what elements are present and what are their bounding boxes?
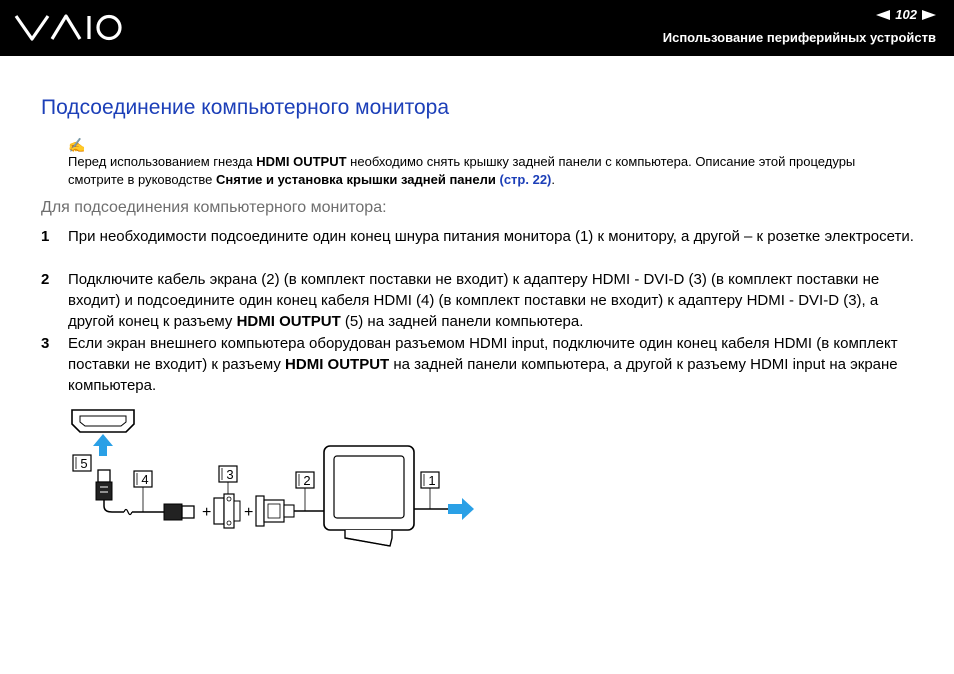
next-page-arrow-icon[interactable] <box>922 10 936 20</box>
page-22-link[interactable]: (стр. 22) <box>499 172 552 187</box>
procedure-subtitle: Для подсоединения компьютерного монитора: <box>41 199 387 216</box>
connection-diagram <box>60 402 490 552</box>
step-number: 3 <box>41 335 50 352</box>
callout-label-3: 3 <box>226 467 234 482</box>
hdmi-plug-tip <box>98 470 110 482</box>
page-number: 102 <box>895 7 917 22</box>
monitor-screen <box>334 456 404 518</box>
step-3 <box>41 333 921 396</box>
step-text: Подключите кабель экрана (2) (в комплект поставки не входит) к адаптеру HDMI - DVI-D (3) (в комплект поставки не входит) и подсоедините один конец кабеля HDMI (4) (в комплект поставки не входит) к адаптеру HDMI - DVI-D (3), а другой конец к разъему HDMI OUTPUT (5) на задней панели компьютера. <box>68 271 880 330</box>
step-2 <box>41 269 921 332</box>
monitor-stand <box>345 530 392 546</box>
vaio-logo <box>14 12 124 42</box>
step-1 <box>41 226 921 247</box>
hdmi-plug-horizontal <box>164 504 182 520</box>
step-number: 1 <box>41 228 50 245</box>
plus-sign: + <box>202 504 212 521</box>
upward-arrow-icon <box>93 434 113 456</box>
section-title: Использование периферийных устройств <box>662 30 936 45</box>
plus-sign: + <box>244 504 254 521</box>
page-navigator <box>876 7 936 22</box>
step-number: 2 <box>41 271 50 288</box>
hdmi-port-icon <box>72 410 134 432</box>
step-text: При необходимости подсоедините один конец шнура питания монитора (1) к монитору, а другой – к розетке электросети. <box>68 228 914 245</box>
page-title: Подсоединение компьютерного монитора <box>41 96 450 119</box>
page-header <box>0 0 954 56</box>
callout-label-2: 2 <box>303 473 311 488</box>
hdmi-cable <box>104 500 124 512</box>
right-arrow-icon <box>448 498 474 520</box>
dvi-connector <box>256 496 264 526</box>
hdmi-plug-body <box>96 482 112 500</box>
previous-page-arrow-icon[interactable] <box>876 10 890 20</box>
callout-label-5: 5 <box>80 456 88 471</box>
hdmi-port-inner <box>80 416 126 426</box>
callout-label-1: 1 <box>428 473 436 488</box>
pencil-note-icon: ✍ <box>68 137 86 153</box>
step-text: Если экран внешнего компьютера оборудован разъемом HDMI input, подключите один конец кабеля HDMI (в комплект поставки не входит) к разъему HDMI OUTPUT на задней панели компьютера, а другой к разъему HDMI input на экране компьютера. <box>68 335 898 394</box>
callout-label-4: 4 <box>141 472 149 487</box>
note-text: Перед использованием гнезда HDMI OUTPUT необходимо снять крышку задней панели с компьютера. Описание этой процедуры смотрите в руководстве Снятие и установка крышки задней панели (стр. 22). <box>68 154 856 187</box>
hdmi-dvi-adapter <box>214 498 224 524</box>
